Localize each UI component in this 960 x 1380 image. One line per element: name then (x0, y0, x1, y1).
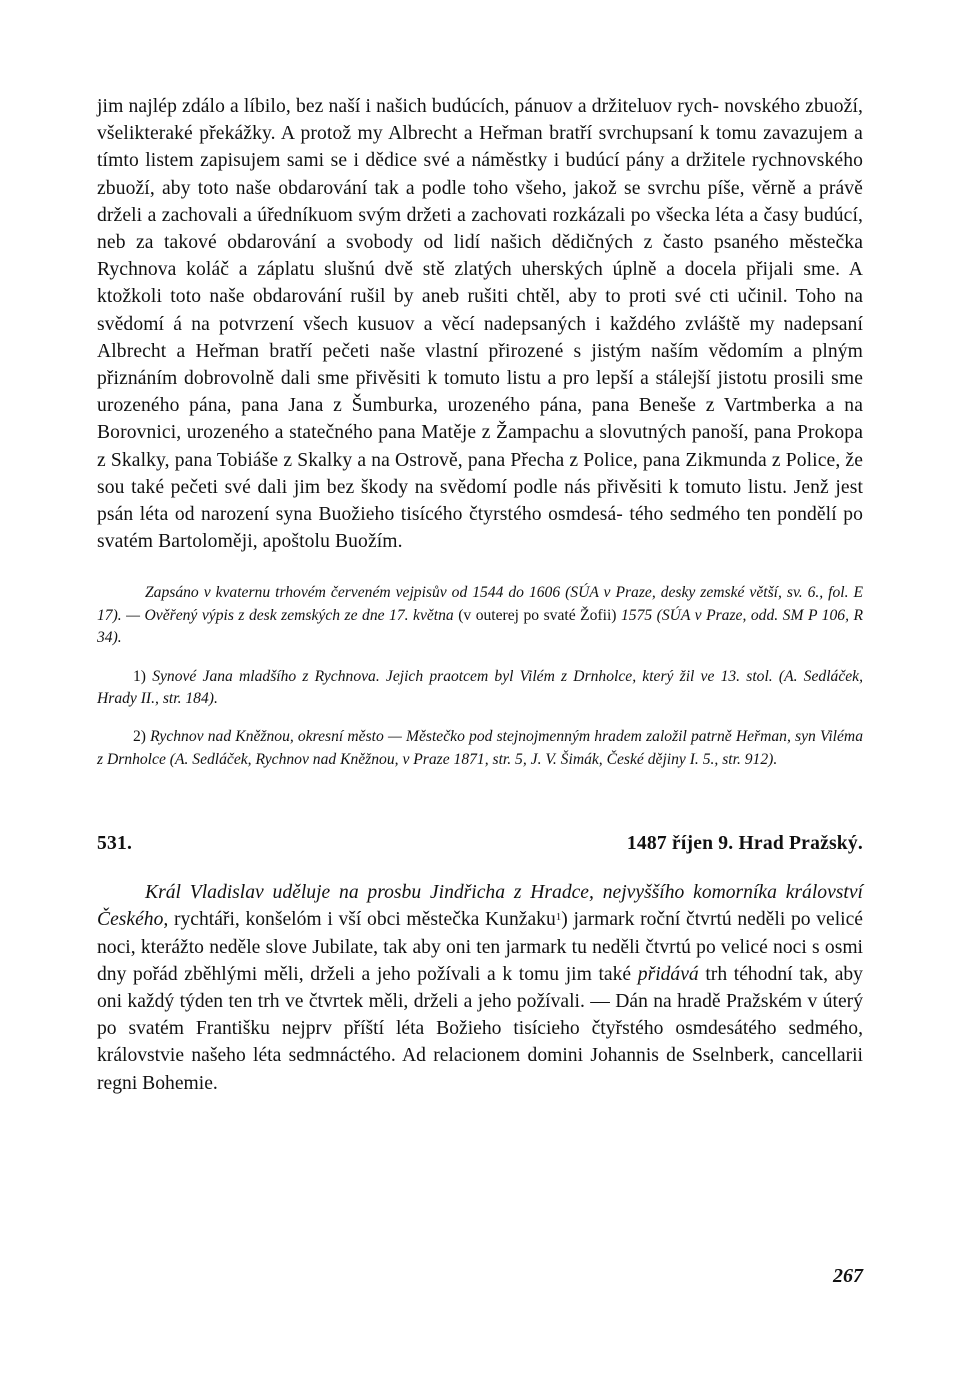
edition-note-italic: 1575 (SÚA v Praze, odd. SM P 106, R 34). (97, 606, 863, 647)
page-number: 267 (833, 1265, 863, 1287)
document-number: 531. (97, 833, 133, 855)
main-text-line: a časy budúcí, neb za takové obdarování a svobody od lidí našich dědičných (97, 204, 864, 254)
main-text-line: by aneb rušiti chtěl, aby to proti své cti učinil. Toho na svědomí á na potvrzení (97, 286, 863, 335)
document-regest (97, 879, 863, 1097)
main-text-line: bratří svrchupsaní k tomu zavazujem a tímto listem zapisujem sami se i dědice (97, 123, 863, 172)
main-text-line: z Skalky a na Ostrově, pana Přecha z Police, pana Zikmunda z Police, že sou (97, 449, 864, 498)
footnote-text: Rychnov nad Kněžnou, okresní město — Městečko pod stejnojmenným hradem založil patrně Heřman, syn Viléma z Drnholce (A. Sedláček, Rychnov nad Kněžnou, v Praze 1871, str. 5, J. V. Šimák, České dějiny I. 5., str. 912). (97, 728, 863, 768)
footnote (97, 666, 863, 711)
footnote-marker: 2) (133, 728, 146, 746)
main-text (97, 93, 863, 555)
main-text-line: tého sedmého ten pondělí po svatém Bartoloměji, apoštolu Buožím. (97, 504, 863, 553)
document-date-place: 1487 říjen 9. Hrad Pražský. (626, 833, 863, 855)
main-text-line: jistotu prosili sme urozeného pána, pana Jana z Šumburka, urozeného pána, (97, 368, 864, 417)
main-text-line: z často psaného městečka Rychnova koláč a záplatu slušnú dvě stě zlatých (97, 232, 863, 281)
footnote-reference: 1 (555, 911, 562, 924)
footnote-marker: 1) (133, 667, 146, 685)
main-text-line: a zachovali a úředníkuom svým držeti a zachovati rozkázali po všecka léta (147, 204, 744, 226)
regest-text: trh téhodní tak, aby oni každý týden ten trh ve čtvrtek měli, drželi a jeho požívali. — Dán na hradě Pražském v úterý po svatém Františku nejprv příští léta Božieho tisícieho čtyřstého osmdesátého sedmého, královstvie našeho léta sedmnáctého. Ad relacionem domini Johannis de Sselnberk, cancellarii regni Bohemie. (97, 963, 863, 1094)
regest-italic: přidává (637, 963, 699, 985)
regest-text: ) jarmark roční čtvrtú neděli po velicé noci, kterážto neděle slove Jubilate, tak aby oni ten jarmark tu neděli čtvrtú po velicé noci s osmi dny pořád zběhlými měli, drželi a jeho požívali a k tomu jim také (97, 909, 863, 985)
edition-note-italic: Zapsáno v kvaternu trhovém červeném vejpisův od 1544 do 1606 (SÚA v Praze, desky zemské větší, sv. 6., fol. E 17). — Ověřený výpis z desk zemských ze dne 17. května (97, 584, 863, 624)
edition-note (97, 582, 863, 650)
edition-note-plain: (v outerej po svaté Žofii) (458, 606, 617, 624)
footnote-text: Synové Jana mladšího z Rychnova. Jejich praotcem byl Vilém z Drnholce, který žil ve 13. stol. (A. Sedláček, Hrady II., str. 184). (97, 667, 863, 708)
main-text-line: uherských úplně a docela přijali sme. A ktožkoli toto naše obdarování rušil (97, 259, 864, 308)
main-text-line: pana Beneše z Vartmberka a na Borovnici, urozeného a statečného pana (97, 395, 864, 444)
regest-italic: Král Vladislav uděluje na prosbu Jindřicha z Hradce, nejvyššího komorníka království Českého, (97, 882, 863, 931)
main-text-line: obdarování tak a podle toho všeho, jakož se svrchu píše, věrně a právě drželi (97, 177, 863, 226)
page-content (97, 93, 863, 1116)
regest-text: rychtáři, konšelóm i vší obci městečka Kunžaku (168, 909, 556, 931)
main-text-line: novského zbuoží, všelikteraké překážky. A protož my Albrecht a Heřman (97, 96, 864, 145)
main-text-line: jim najlép zdálo a líbilo, bez naší i našich budúcích, pánuov a držiteluov rych- (97, 96, 720, 117)
document-header (97, 833, 863, 855)
main-text-line: také pečeti své dali jim bez škody na svědomí podle nás přivěsiti k tomuto (131, 476, 742, 498)
main-text-line: listu. Jenž jest psán léta od narození syna Buožieho tisícého čtyrstého osmdesá- (97, 476, 863, 526)
main-text-line: a Heřman bratří pečeti naše vlastní přirozené s jistým naším vědomím a plným (176, 340, 863, 362)
main-text-line: své a náměstky i budúcí pány a držitele rychnovského zbuoží, aby toto naše (97, 150, 864, 199)
main-text-line: Matěje z Žampachu a slovutných panoší, pana Prokopa z Skalky, pana Tobiáše (97, 422, 863, 471)
main-text-line: přiznáním dobrovolně dali sme přivěsiti k tomuto listu a pro lepší a stálejší (97, 368, 711, 390)
main-text-line: všech kusuov a věcí nadepsaných i každého zvláště my nadepsaní Albrecht (97, 313, 863, 362)
footnote (97, 726, 863, 771)
